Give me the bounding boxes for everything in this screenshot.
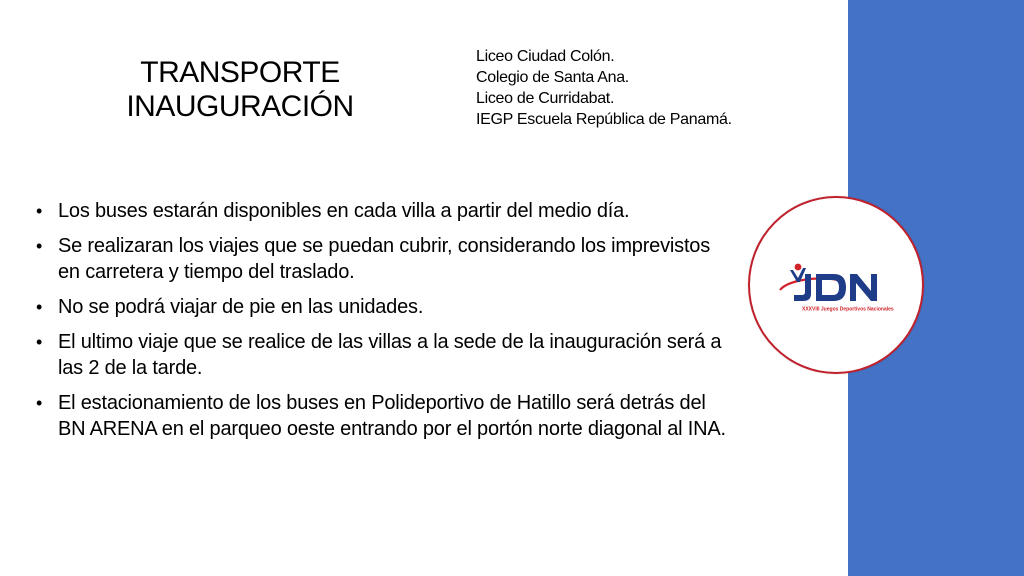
title-line-2: INAUGURACIÓN [126, 90, 354, 123]
bullet-text: Los buses estarán disponibles en cada villa a partir del medio día. [58, 200, 630, 222]
bullet-text: Se realizaran los viajes que se puedan cubrir, considerando los imprevistos en carretera y tiempo del traslado. [58, 235, 711, 283]
slide-title [100, 56, 380, 124]
logo-letter-n [850, 274, 877, 301]
bullet-glyph: • [36, 393, 43, 413]
logo-tagline: XXXVIII Juegos Deportivos Nacionales [802, 306, 894, 313]
title-line-1: TRANSPORTE [140, 56, 340, 89]
bullet-glyph: • [36, 297, 43, 317]
school-item: Liceo Ciudad Colón. [476, 48, 615, 65]
school-list [476, 46, 776, 130]
bullet-item [34, 390, 734, 442]
logo-letter-d [816, 274, 846, 301]
bullet-text: El ultimo viaje que se realice de las villas a la sede de la inauguración será a las 2 de la tarde. [58, 331, 722, 379]
bullet-glyph: • [36, 201, 43, 221]
school-item: Liceo de Curridabat. [476, 90, 615, 107]
bullet-item [34, 233, 734, 285]
bullet-text: No se podrá viajar de pie en las unidades. [58, 296, 424, 318]
logo-badge [748, 196, 924, 374]
bullet-item [34, 329, 734, 381]
logo-athlete-head [795, 264, 802, 271]
bullet-item [34, 198, 734, 224]
bullet-glyph: • [36, 236, 43, 256]
school-item: IEGP Escuela República de Panamá. [476, 111, 732, 128]
school-item: Colegio de Santa Ana. [476, 69, 629, 86]
jdn-logo-icon [778, 260, 900, 314]
bullet-list [34, 198, 734, 451]
bullet-item [34, 294, 734, 320]
bullet-text: El estacionamiento de los buses en Polideportivo de Hatillo será detrás del BN ARENA en el parqueo oeste entrando por el portón norte diagonal al INA. [58, 392, 726, 440]
bullet-glyph: • [36, 332, 43, 352]
